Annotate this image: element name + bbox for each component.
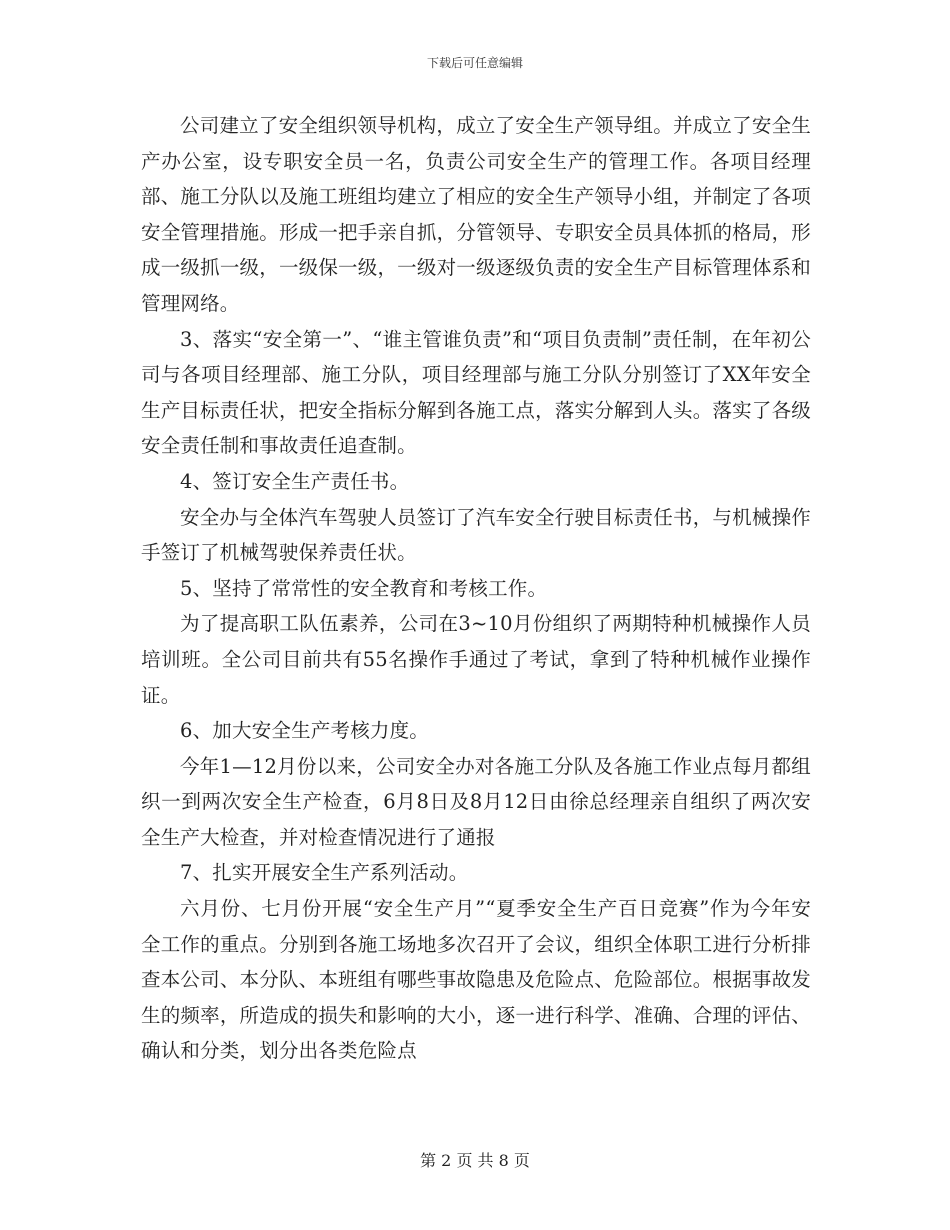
paragraph-7: 6、加大安全生产考核力度。: [180, 719, 430, 743]
paragraph-8: 今年1—12月份以来，公司安全办对各施工分队及各施工作业点每月都组织一到两次安全生产检查，6月8日及8月12日由徐总经理亲自组织了两次安全生产大检查，并对检查情况进行了通报: [141, 754, 811, 849]
paragraph-5: 5、坚持了常常性的安全教育和考核工作。: [180, 576, 548, 600]
page-header-note: 下载后可任意编辑: [426, 56, 523, 70]
paragraph-6: 为了提高职工队伍素养，公司在3~10月份组织了两期特种机械操作人员培训班。全公司目前共有55名操作手通过了考试，拿到了特种机械作业操作证。: [141, 612, 811, 707]
page-number: 第 2 页 共 8 页: [420, 1151, 530, 1170]
document-body: [141, 108, 811, 1069]
paragraph-9: 7、扎实开展安全生产系列活动。: [180, 861, 469, 885]
paragraph-1: 公司建立了安全组织领导机构，成立了安全生产领导组。并成立了安全生产办公室，设专职安全员一名，负责公司安全生产的管理工作。各项目经理部、施工分队以及施工班组均建立了相应的安全生产领导小组，并制定了各项安全管理措施。形成一把手亲自抓，分管领导、专职安全员具体抓的格局，形成一级抓一级，一级保一级，一级对一级逐级负责的安全生产目标管理体系和管理网络。: [141, 114, 811, 315]
paragraph-4: 安全办与全体汽车驾驶人员签订了汽车安全行驶目标责任书，与机械操作手签订了机械驾驶保养责任状。: [141, 505, 811, 565]
paragraph-2: 3、落实“安全第一”、“谁主管谁负责”和“项目负责制”责任制，在年初公司与各项目经理部、施工分队，项目经理部与施工分队分别签订了XX年安全生产目标责任状，把安全指标分解到各施工点，落实分解到人头。落实了各级安全责任制和事故责任追查制。: [141, 327, 811, 458]
paragraph-10: 六月份、七月份开展“安全生产月”“夏季安全生产百日竞赛”作为今年安全工作的重点。分别到各施工场地多次召开了会议，组织全体职工进行分析排查本公司、本分队、本班组有哪些事故隐患及危险点、危险部位。根据事故发生的频率，所造成的损失和影响的大小，逐一进行科学、准确、合理的评估、确认和分类，划分出各类危险点: [141, 897, 811, 1063]
paragraph-3: 4、签订安全生产责任书。: [180, 469, 410, 493]
page-footer: [0, 1148, 950, 1171]
